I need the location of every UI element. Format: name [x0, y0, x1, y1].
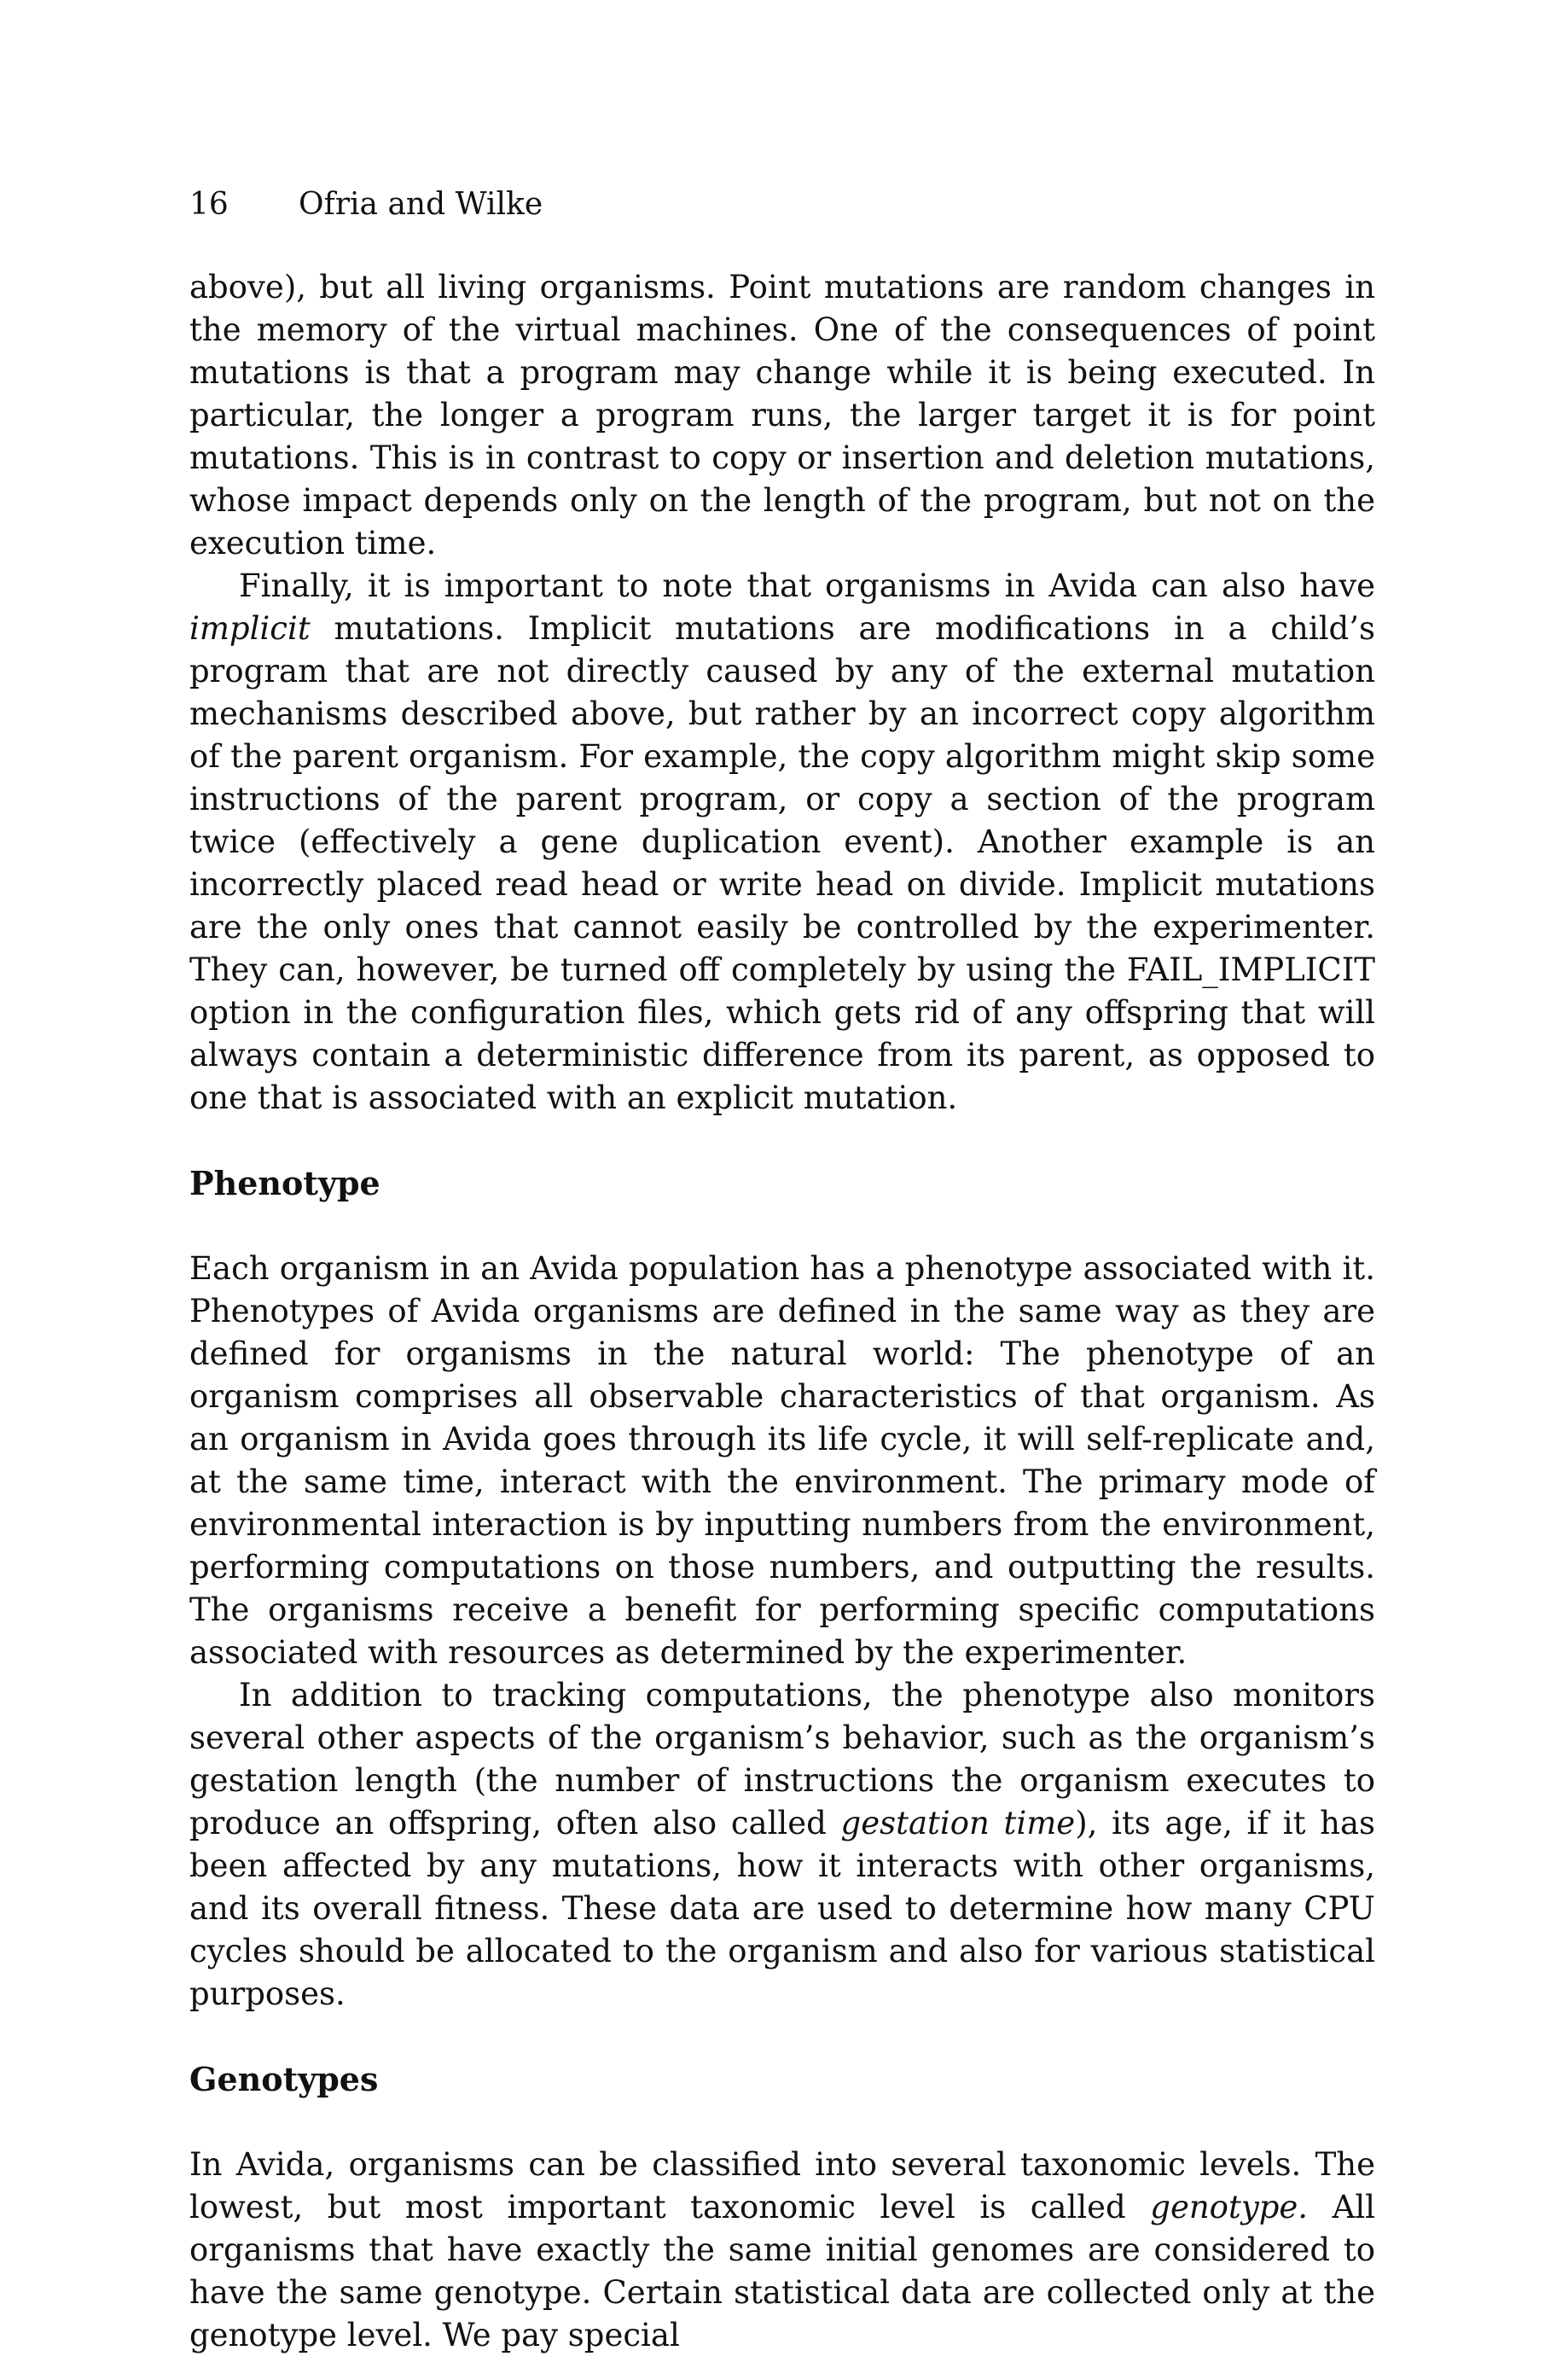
running-head	[189, 186, 1375, 224]
body-text	[189, 266, 1375, 2357]
phenotype-paragraph-2: In addition to tracking computations, the phenotype also monitors several other aspects of the organism’s behavior, such as the organism’s gestation length (the number of instructions the organism executes to produce an offspring, often also called gestation time), its age, if it has been affected by any mutations, how it interacts with other organisms, and its overall fitness. These data are used to determine how many CPU cycles should be allocated to the organism and also for various statistical purposes.	[189, 1677, 1375, 2012]
emphasis-genotype: genotype.	[1150, 2189, 1309, 2225]
page-number: 16	[189, 187, 229, 222]
emphasis-gestation-time: gestation time	[840, 1805, 1076, 1841]
section-heading-phenotype: Phenotype	[189, 1164, 380, 1202]
genotypes-paragraph-1: In Avida, organisms can be classified into several taxonomic levels. The lowest, but most important taxonomic level is called genotype. All organisms that have exactly the same initial genomes are considered to have the same genotype. Certain statistical data are collected only at the genotype level. We pay special	[189, 2146, 1375, 2353]
mutations-paragraph-2: Finally, it is important to note that organisms in Avida can also have implicit mutations. Implicit mutations are modifications in a child’s program that are not directly caused by any of the external mutation mechanisms described above, but rather by an incorrect copy algorithm of the parent organism. For example, the copy algorithm might skip some instructions of the parent program, or copy a section of the program twice (effectively a gene duplication event). Another example is an incorrectly placed read head or write head on divide. Implicit mutations are the only ones that cannot easily be controlled by the experimenter. They can, however, be turned off completely by using the FAIL_IMPLICIT option in the configuration files, which gets rid of any offspring that will always contain a deterministic difference from its parent, as opposed to one that is associated with an explicit mutation.	[189, 567, 1375, 1116]
section-heading-genotypes: Genotypes	[189, 2060, 379, 2098]
phenotype-paragraph-1: Each organism in an Avida population has a phenotype associated with it. Phenotypes of Avida organisms are defined in the same way as they are defined for organisms in the natural world: The phenotype of an organism comprises all observable characteristics of that organism. As an organism in Avida goes through its life cycle, it will self-replicate and, at the same time, interact with the environment. The primary mode of environmental interaction is by inputting numbers from the environment, performing computations on those numbers, and outputting the results. The organisms receive a benefit for performing specific computations associated with resources as determined by the experimenter.	[189, 1250, 1375, 1671]
mutations-paragraph-1: above), but all living organisms. Point mutations are random changes in the memory of the virtual machines. One of the consequences of point mutations is that a program may change while it is being executed. In particular, the longer a program runs, the larger target it is for point mutations. This is in contrast to copy or insertion and deletion mutations, whose impact depends only on the length of the program, but not on the execution time.	[189, 269, 1375, 561]
book-page	[189, 186, 1375, 2357]
emphasis-implicit: implicit	[189, 610, 311, 647]
running-title: Ofria and Wilke	[299, 187, 543, 222]
